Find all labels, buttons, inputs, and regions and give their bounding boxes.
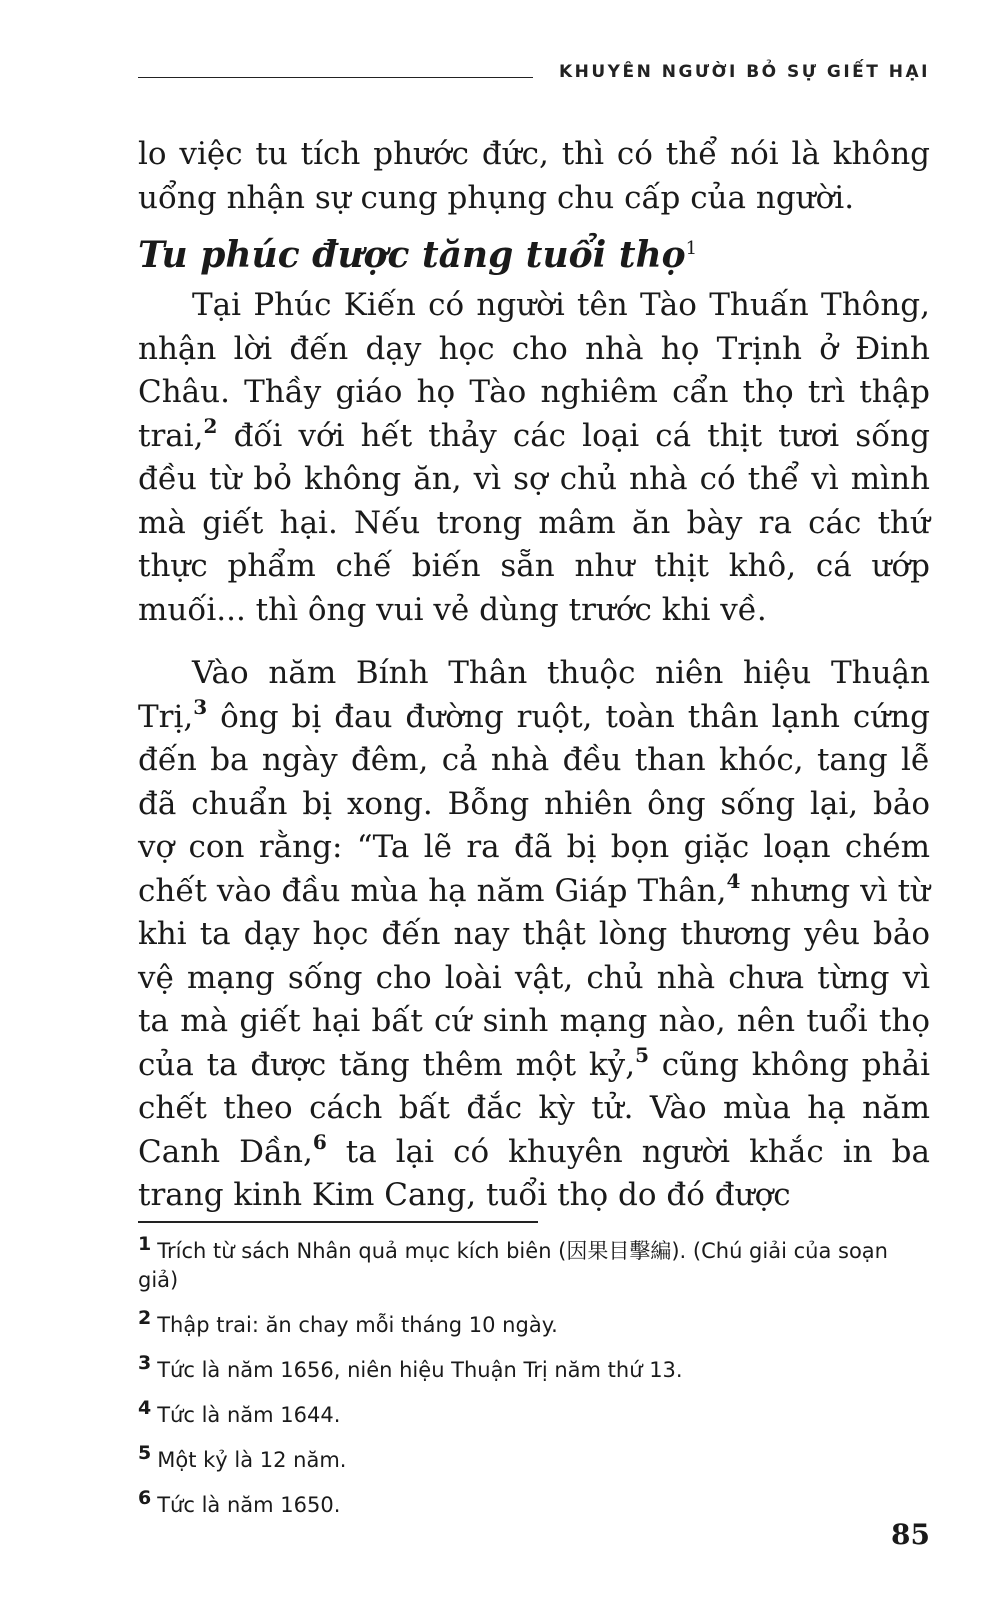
footnote — [138, 1349, 930, 1385]
header-title: KHUYÊN NGƯỜI BỎ SỰ GIẾT HẠI — [558, 62, 930, 82]
footnote-text: Tức là năm 1656, niên hiệu Thuận Trị năm thứ 13. — [157, 1358, 683, 1382]
section-heading — [138, 232, 930, 278]
paragraph-2-part-1: Vào năm Bính Thân thuộc niên hiệu Thuận Trị, — [138, 655, 930, 735]
paragraph-1-part-1: Tại Phúc Kiến có người tên Tào Thuấn Thông, nhận lời đến dạy học cho nhà họ Trịnh ở Đinh Châu. Thầy giáo họ Tào nghiêm cẩn thọ trì thập trai, — [138, 287, 930, 454]
paragraph-2-part-2: ông bị đau đường ruột, toàn thân lạnh cứng đến ba ngày đêm, cả nhà đều than khóc, tang lễ đã chuẩn bị xong. Bỗng nhiên ông sống lại, bảo vợ con rằng: “Ta lẽ ra đã bị bọn giặc loạn chém chết vào đầu mùa hạ năm Giáp Thân, — [138, 698, 930, 909]
footnote-text: Một kỷ là 12 năm. — [157, 1448, 347, 1472]
footnote — [138, 1304, 930, 1340]
paragraph-1 — [138, 284, 930, 632]
continuation-paragraph: lo việc tu tích phước đức, thì có thể nói là không uổng nhận sự cung phụng chu cấp của người. — [138, 136, 930, 216]
page-number: 85 — [891, 1518, 930, 1551]
footnote — [138, 1230, 930, 1295]
footnote-number: 5 — [138, 1442, 152, 1464]
footnote-text: Thập trai: ăn chay mỗi tháng 10 ngày. — [157, 1313, 558, 1337]
footnote — [138, 1394, 930, 1430]
footnote — [138, 1439, 930, 1475]
footnote-ref-6: 6 — [312, 1129, 327, 1154]
section-heading-text: Tu phúc được tăng tuổi thọ — [138, 234, 686, 276]
header-rule — [138, 77, 533, 78]
footnote-number: 1 — [138, 1233, 152, 1255]
footnote-ref-5: 5 — [635, 1042, 649, 1067]
footnote-ref-1: 1 — [685, 238, 698, 259]
footnote-ref-3: 3 — [193, 694, 208, 719]
footnote-number: 6 — [138, 1487, 152, 1509]
footnote-number: 2 — [138, 1307, 152, 1329]
footnote — [138, 1484, 930, 1520]
footnote-ref-4: 4 — [726, 868, 741, 893]
footnote-text: Tức là năm 1650. — [157, 1493, 341, 1517]
body-text — [138, 133, 930, 1218]
footnote-ref-2: 2 — [203, 413, 218, 438]
paragraph-2-part-4: cũng không phải chết theo cách bất đắc kỳ tử. Vào mùa hạ năm Canh Dần, — [138, 1046, 930, 1170]
footnote-text: Tức là năm 1644. — [157, 1403, 341, 1427]
footnote-text: Trích từ sách Nhân quả mục kích biên (因果目擊編). (Chú giải của soạn giả) — [138, 1239, 888, 1292]
paragraph-2-part-3: nhưng vì từ khi ta dạy học đến nay thật lòng thương yêu bảo vệ mạng sống cho loài vật, chủ nhà chưa từng vì ta mà giết hại bất cứ sinh mạng nào, nên tuổi thọ của ta được tăng thêm một kỷ, — [138, 872, 930, 1083]
footnote-separator — [138, 1221, 538, 1223]
footnotes — [138, 1230, 930, 1529]
paragraph-2-part-5: ta lại có khuyên người khắc in ba trang kinh Kim Cang, tuổi thọ do đó được — [138, 1133, 930, 1213]
footnote-number: 4 — [138, 1397, 152, 1419]
paragraph-2 — [138, 652, 930, 1218]
footnote-number: 3 — [138, 1352, 152, 1374]
paragraph-1-part-2: đối với hết thảy các loại cá thịt tươi sống đều từ bỏ không ăn, vì sợ chủ nhà có thể vì mình mà giết hại. Nếu trong mâm ăn bày ra các thứ thực phẩm chế biến sẵn như thịt khô, cá ướp muối... thì ông vui vẻ dùng trước khi về. — [138, 417, 930, 628]
running-header — [138, 62, 930, 86]
